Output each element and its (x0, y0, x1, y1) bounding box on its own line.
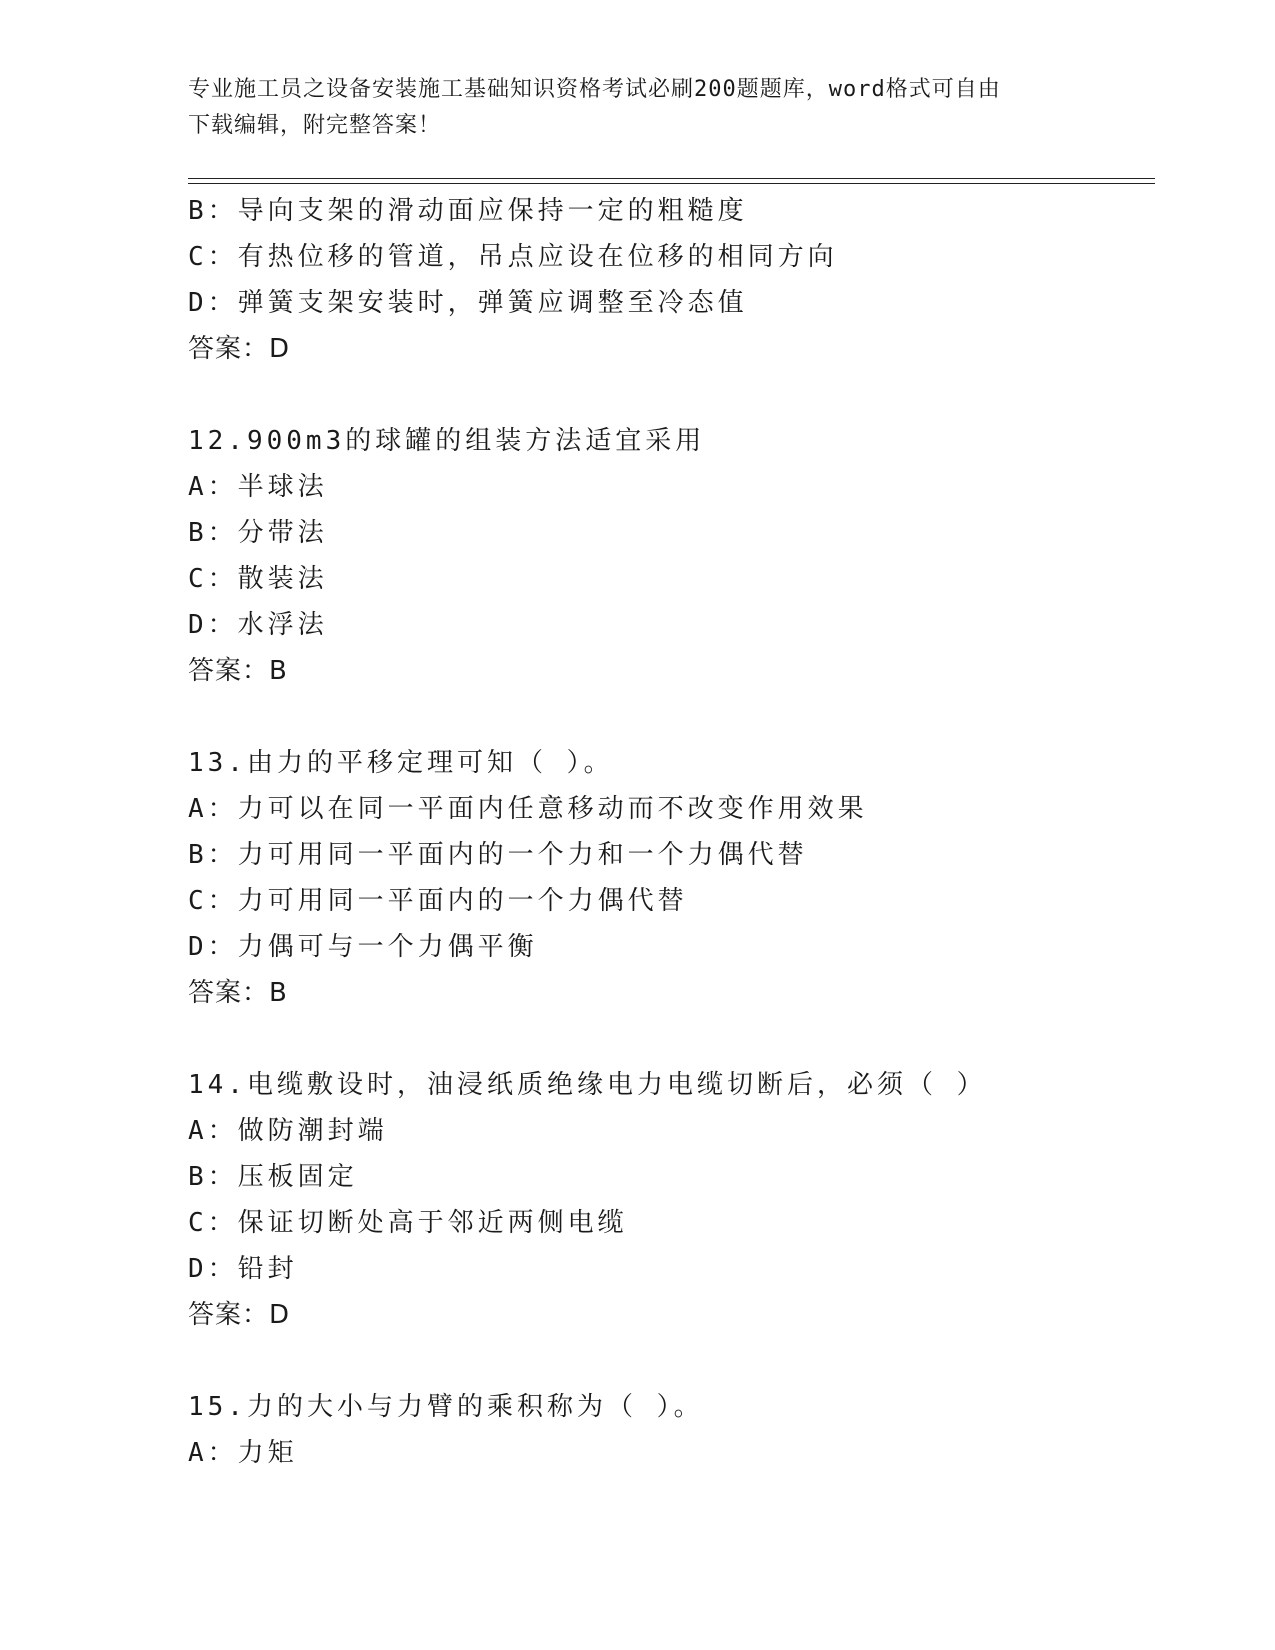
option-b: B：导向支架的滑动面应保持一定的粗糙度 (188, 196, 748, 226)
option-b: B：分带法 (188, 518, 328, 548)
document-header (188, 72, 1088, 144)
option-b: B：力可用同一平面内的一个力和一个力偶代替 (188, 840, 808, 870)
option-d: D：水浮法 (188, 610, 328, 640)
question-list (188, 188, 1148, 1476)
header-line-2: 下载编辑，附完整答案！ (188, 113, 442, 138)
option-c: C：散装法 (188, 564, 328, 594)
option-d: D：力偶可与一个力偶平衡 (188, 932, 538, 962)
answer-line: 答案：D (188, 334, 291, 364)
question-text: 14.电缆敷设时，油浸纸质绝缘电力电缆切断后，必须（ ） (188, 1070, 987, 1100)
option-c: C：有热位移的管道，吊点应设在位移的相同方向 (188, 242, 838, 272)
option-d: D：弹簧支架安装时，弹簧应调整至冷态值 (188, 288, 748, 318)
question-text: 12.900m3的球罐的组装方法适宜采用 (188, 426, 706, 456)
option-a: A：力可以在同一平面内任意移动而不改变作用效果 (188, 794, 868, 824)
option-c: C：保证切断处高于邻近两侧电缆 (188, 1208, 628, 1238)
answer-line: 答案：D (188, 1300, 291, 1330)
header-rule-top (188, 178, 1155, 179)
option-a: A：力矩 (188, 1438, 298, 1468)
answer-line: 答案：B (188, 978, 288, 1008)
question-block-13 (188, 740, 1148, 1016)
header-line-1: 专业施工员之设备安装施工基础知识资格考试必刷200题题库，word格式可自由 (188, 77, 1001, 102)
option-a: A：半球法 (188, 472, 328, 502)
answer-line: 答案：B (188, 656, 288, 686)
question-text: 15.力的大小与力臂的乘积称为（ ）。 (188, 1392, 704, 1422)
question-text: 13.由力的平移定理可知（ ）。 (188, 748, 614, 778)
question-block-14 (188, 1062, 1148, 1338)
option-b: B：压板固定 (188, 1162, 358, 1192)
option-c: C：力可用同一平面内的一个力偶代替 (188, 886, 688, 916)
option-a: A：做防潮封端 (188, 1116, 388, 1146)
question-block-15 (188, 1384, 1148, 1476)
header-rule-bottom (188, 183, 1155, 184)
question-block-11 (188, 188, 1148, 372)
question-block-12 (188, 418, 1148, 694)
option-d: D：铅封 (188, 1254, 298, 1284)
